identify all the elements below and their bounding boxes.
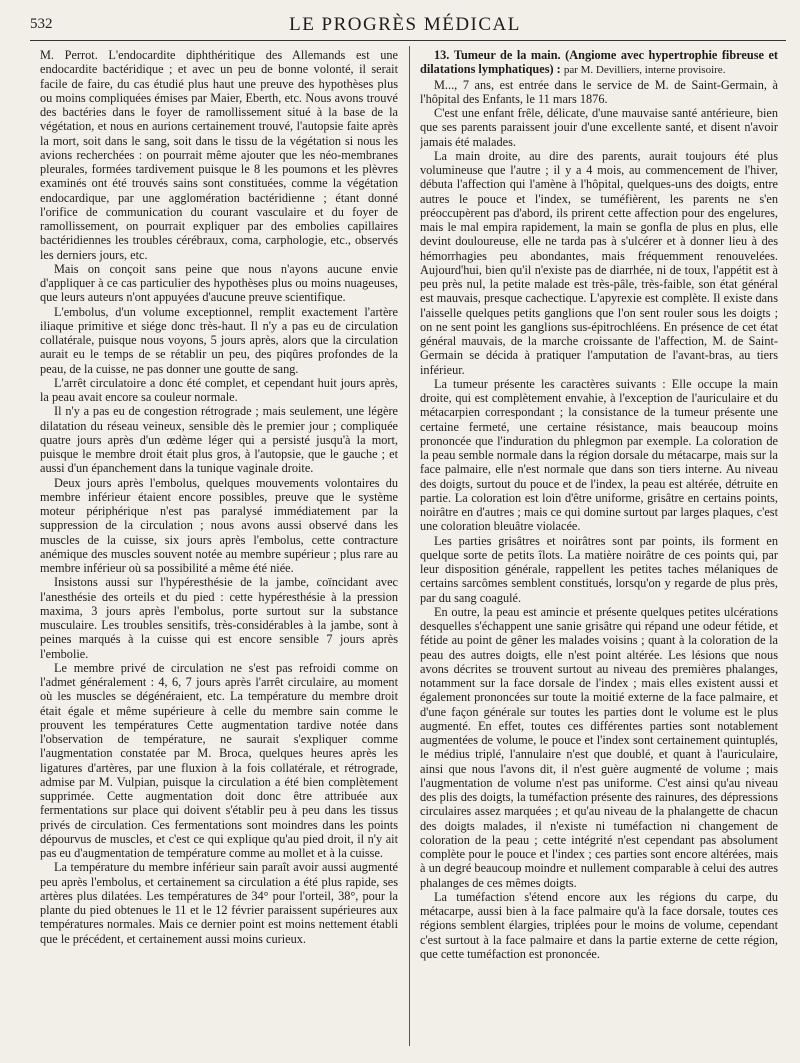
paragraph: La tuméfaction s'étend encore aux les régions du carpe, du métacarpe, aussi bien à la face palmaire qu'à la face dorsale, toutes ces régions semblent élargies, triplées pour le moins de volume, cependant c'est surtout à la face palmaire et dans la partie externe de cette région, que cette tuméfaction est prononcée. [420, 889, 778, 961]
paragraph: L'embolus, d'un volume exceptionnel, remplit exactement l'artère iliaque primitive et siége donc très-haut. Il n'y a pas eu de circulation collatérale, puisque nous voyons, 5 jours après, alors que la circulation aurait eu le temps de se rétablir un peu, des piqûres profondes de la peau, de la cuisse, ne pas donner une goutte de sang. [40, 304, 398, 376]
paragraph: M..., 7 ans, est entrée dans le service de M. de Saint-Germain, à l'hôpital des Enfants, le 11 mars 1876. [420, 77, 778, 106]
paragraph: Mais on conçoit sans peine que nous n'ayons aucune envie d'appliquer à ce cas particulier des hypothèses plus ou moins nuageuses, que leurs auteurs n'ont appuyées d'aucune preuve scientifique. [40, 261, 398, 305]
paragraph: La tumeur présente les caractères suivants : Elle occupe la main droite, qui est complètement envahie, à l'exception de l'auriculaire et du métacarpien correspondant ; la consistance de la tumeur présente une certaine fermeté, une certaine résistance, mais beaucoup moins prononcée que l'induration du phlegmon par exemple. La coloration de la peau semble normale dans la région dorsale du métacarpe, mais sur la face palmaire, elle n'est normale que dans son tiers interne. Au niveau des doigts, surtout du pouce et de l'index, la peau est altérée, détruite en partie. La coloration est loin d'être uniforme, grisâtre en certains points, noirâtre en d'autres ; mais ce qui domine surtout par larges plaques, c'est une coloration bleuâtre violacée. [420, 376, 778, 534]
article-heading [420, 48, 778, 78]
right-column [420, 48, 778, 1044]
journal-title: LE PROGRÈS MÉDICAL [289, 14, 521, 35]
paragraph: M. Perrot. L'endocardite diphthéritique des Allemands est une endocardite bactéridique ; et avec un peu de bonne volonté, il serait facile de faire, du cas étudié plus haut une preuve des hypothèses plus ou moins compliquées émises par Maier, Eberth, etc. Nous avons trouvé des bactéries dans le foyer de ramollissement situé à la base de la végétation, et nous en aurions certainement trouvé, l'autopsie faite après la mort, soit dans le sang, soit dans le tissu de la végétation si nous les avions recherchées : on pourrait même ajouter que les néo-membranes pleurales, formées tardivement puisque le 8 les poumons et les plèvres examinés ont été trouvés sains sont constituées, comme la végétation endocardique, par une agglomération bactéridienne ; étant donné l'orifice de communication du courant vasculaire et du foyer de ramollissement, on pourrait expliquer par des embolies capillaires bactéridiennes les troubles cérébraux, coma, carphologie, etc., observés les derniers jours, etc. [40, 48, 398, 262]
paragraph: Il n'y a pas eu de congestion rétrograde ; mais seulement, une légère dilatation du réseau veineux, sensible dès le premier jour ; compliquée quatre jours après d'un œdème léger qui a persisté jusqu'à la mort, puisque le membre droit était plus gros, à l'autopsie, que le gauche ; et aussi d'un épanchement dans la tunique vaginale droite. [40, 404, 398, 476]
paragraph: C'est une enfant frêle, délicate, d'une mauvaise santé antérieure, bien que ses parents paraissent jouir d'une excellente santé, et disent n'avoir jamais été malades. [420, 106, 778, 149]
paragraph: Deux jours après l'embolus, quelques mouvements volontaires du membre inférieur étaient encore possibles, preuve que le système moteur périphérique n'est pas paralysé immédiatement par la suppression de la circulation ; nous avons aussi observé dans les muscles de la cuisse, six jours après l'embolus, cette contracture anémique des muscles souvent notée au membre supérieur ; plus rare au membre inférieur où sa possibilité a même été niée. [40, 475, 398, 575]
header-rule [30, 40, 786, 41]
article-number: 13. [434, 48, 450, 62]
article-byline: par M. Devilliers, interne provisoire. [563, 64, 726, 77]
paragraph: En outre, la peau est amincie et présente quelques petites ulcérations desquelles s'échappent une sanie grisâtre qui répand une odeur fétide, et fétide au point de gêner les malades voisins ; quant à la coloration de la peau des autres doigts, elle n'est point altérée. Les lésions que nous avons décrites se trouvent surtout au niveau des premières phalanges, notamment sur la face dorsale de l'index ; mais elles existent aussi et également prononcées sur toute la moitié externe de la face palmaire, et d'une façon générale sur toutes les parties dont le volume est le plus augmenté. En effet, toutes ces différentes parties sont notablement augmentées de volume, le pouce et l'index sont certainement quintuplés, le médius triplé, l'annulaire n'est que doublé, et quant à l'auriculaire, ainsi que nous l'avons dit, il n'est guère augmenté de volume ; mais l'augmentation de volume n'est pas uniforme. C'est ainsi qu'au niveau des plis des doigts, la tuméfaction présente des rainures, des dépressions circulaires assez marquées ; et qu'au niveau de la phalangette de chacun des doigts malades, il n'existe ni tuméfaction ni changement de coloration de la peau ; cette intégrité n'est cependant pas absolument complète pour le pouce et l'index ; ces parties sont encore altérées, mais à un degré beaucoup moindre et nullement comparable à celui des autres phalanges de ces mêmes doigts. [420, 604, 778, 890]
page-header [30, 12, 780, 38]
paragraph: Insistons aussi sur l'hypéresthésie de la jambe, coïncidant avec l'anesthésie des orteils et du pied : cette hypéresthésie à la pression maxima, 3 jours après l'embolus, porte surtout sur la substance musculaire. Les troubles sensitifs, très-considérables à la jambe, sont à peines marqués à la cuisse qui est encore sensible 7 jours après l'embolie. [40, 575, 398, 661]
paragraph: Les parties grisâtres et noirâtres sont par points, ils forment en quelque sorte de petits îlots. La matière noirâtre de ces points qui, par leur disposition générale, rappellent les petites taches mélaniques de certains sarcômes semblent constitués, lorsqu'on y regarde de plus près, par du sang coagulé. [420, 533, 778, 605]
paragraph: Le membre privé de circulation ne s'est pas refroidi comme on l'admet généralement : 4, 6, 7 jours après l'arrêt circulaire, au moment où les muscles se dégénéraient, etc. La température du membre droit était égale et même supérieure à celle du membre sain comme le prouvent les températures Cette augmentation tardive notée dans l'observation de température, ne saurait s'expliquer comme l'augmentation constatée par M. Broca, quelques heures après les ligatures d'artères, par une fluxion à la fois collatérale, et rétrograde, admise par M. Vulpian, puisque la circulation a été bien complètement supprimée. Cette augmentation doit donc être attribuée aux fermentations sur place qui doivent s'établir peu à peu dans les tissus privés de circulation. Ces fermentations sont moindres dans les points dépourvus de muscles, et c'est ce qui explique qu'au pied droit, il n'y ait pas eu d'augmentation de température comme au mollet et à la cuisse. [40, 660, 398, 860]
paragraph: L'arrêt circulatoire a donc été complet, et cependant huit jours après, la peau avait encore sa couleur normale. [40, 375, 398, 404]
article-title: Tumeur de la main. (Angiome avec hypertrophie fibreuse et dilatations lymphatiques) : [420, 48, 778, 77]
paragraph: La main droite, au dire des parents, aurait toujours été plus volumineuse que l'autre ; il y a 4 mois, au commencement de l'hiver, débuta l'affection qui l'amène à l'hôpital, quelques-uns des doigts, entre autres le pouce et l'index, se tuméfièrent, les parents ne s'en préoccupèrent pas d'abord, ils prirent cette affection pour des engelures, mais le mal empira rapidement, la main se gonfla de plus en plus, elle devint douloureuse, elle ne tarda pas à s'ulcérer et à donner lieu à des hémorrhagies peu abondantes, mais fréquemment renouvelées. Aujourd'hui, bien qu'il n'existe pas de diarrhée, ni de toux, l'appétit est à peu près nul, la petite malade est très-pâle, très-faible, son état général est mauvais, presque cachectique. L'apyrexie est complète. Il existe dans l'aisselle quelques petits ganglions que l'on sent rouler sous les doigts ; on ne sent point les ganglions sus-épitrochléens. En présence de cet état général mauvais, de la marche croissante de l'affection, M. de Saint-Germain se décida à pratiquer l'amputation de l'avant-bras, au tiers inférieur. [420, 148, 778, 377]
page-number: 532 [30, 16, 53, 32]
column-divider [409, 46, 410, 1046]
paragraph: La température du membre inférieur sain paraît avoir aussi augmenté peu après l'embolus, et certainement sa circulation a été plus rapide, ses artères plus dilatées. Les températures de 34° pour l'orteil, 38°, pour la plante du pied obtenues le 11 et le 12 février paraissent supérieures aux températures normales. Mais ce dernier point est moins nettement établi que le précédent, et certainement aussi moins curieux. [40, 860, 398, 946]
left-column [40, 48, 398, 1044]
